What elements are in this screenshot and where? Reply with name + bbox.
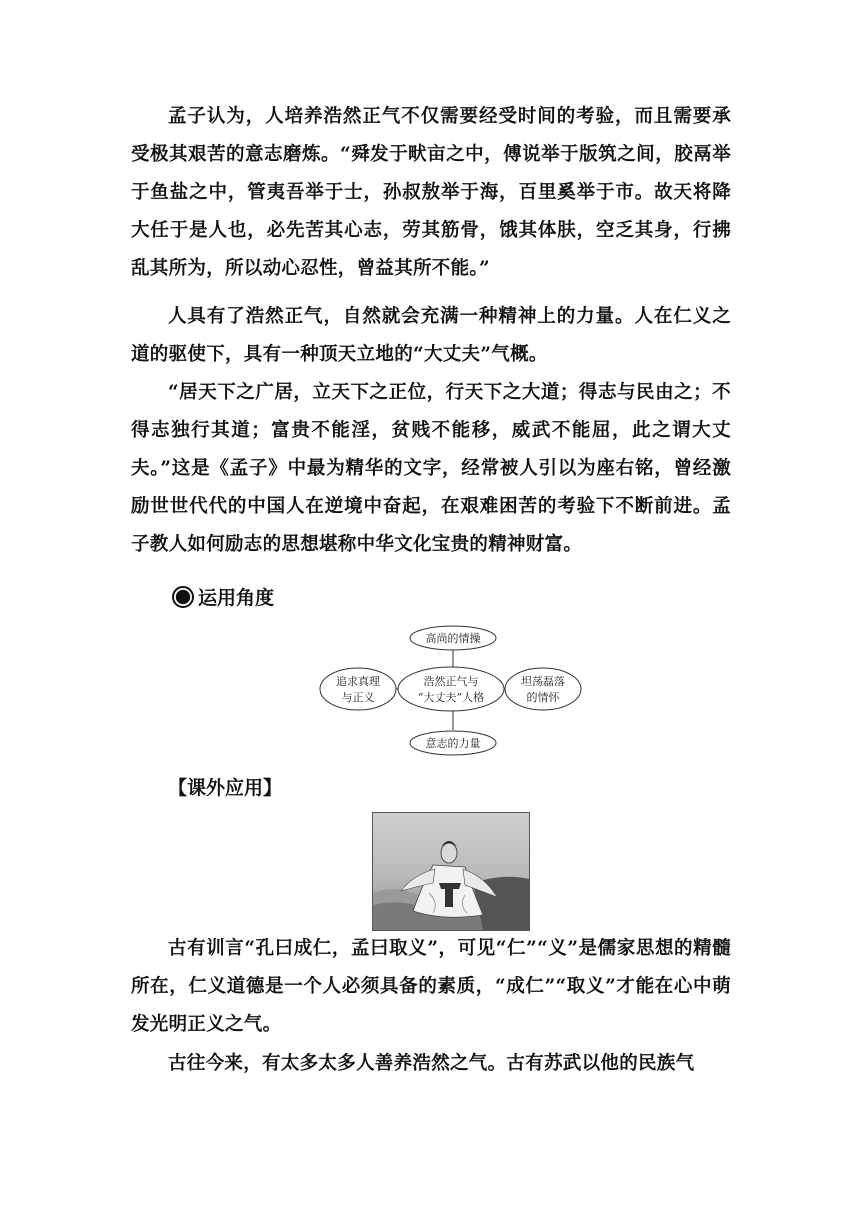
paragraph-5: 古往今来，有太多太多人善养浩然之气。古有苏武以他的民族气: [168, 1053, 695, 1074]
extracurricular-heading: 【课外应用】: [168, 777, 283, 799]
node-center-label-2: “大丈夫”人格: [417, 691, 485, 704]
concept-diagram: [318, 622, 588, 762]
node-right-label-2: 的情怀: [526, 691, 560, 704]
node-center-label-1: 浩然正气与: [423, 675, 479, 688]
node-top-label: 高尚的情操: [425, 632, 481, 645]
mencius-portrait-image: [372, 812, 530, 931]
node-center: [398, 667, 504, 711]
paragraph-4: 古有训言“孔曰成仁，孟曰取义”，可见“仁”“义”是儒家思想的精髓所在，仁义道德是一个人必须具备的素质，“成仁”“取义”才能在心中萌发光明正义之气。: [131, 938, 731, 1035]
usage-heading-label: 运用角度: [198, 587, 275, 609]
node-right-label-1: 坦荡磊落: [521, 675, 565, 688]
paragraph-1: 孟子认为，人培养浩然正气不仅需要经受时间的考验，而且需要承受极其艰苦的意志磨炼。“舜发于畎亩之中，傅说举于版筑之间，胶鬲举于鱼盐之中，管夷吾举于士，孙叔敖举于海，百里奚举于市。故天将降大任于是人也，必先苦其心志，劳其筋骨，饿其体肤，空乏其身，行拂乱其所为，所以动心忍性，曾益其所不能。”: [131, 106, 731, 279]
node-left-label-1: 追求真理: [336, 675, 380, 688]
paragraph-2: 人具有了浩然正气，自然就会充满一种精神上的力量。人在仁义之道的驱使下，具有一种顶天立地的“大丈夫”气概。: [131, 306, 731, 365]
usage-heading: [172, 583, 274, 610]
paragraph-3: “居天下之广居，立天下之正位，行天下之大道；得志与民由之；不得志独行其道；富贵不能淫，贫贱不能移，威武不能屈，此之谓大丈夫。”这是《孟子》中最为精华的文字，经常被人引以为座右铭，曾经激励世世代代的中国人在逆境中奋起，在艰难困苦的考验下不断前进。孟子教人如何励志的思想堪称中华文化宝贵的精神财富。: [131, 382, 731, 555]
black-circle-bullet-icon: [172, 586, 194, 608]
node-bottom-label: 意志的力量: [425, 737, 481, 750]
node-left-label-2: 与正义: [341, 691, 375, 704]
